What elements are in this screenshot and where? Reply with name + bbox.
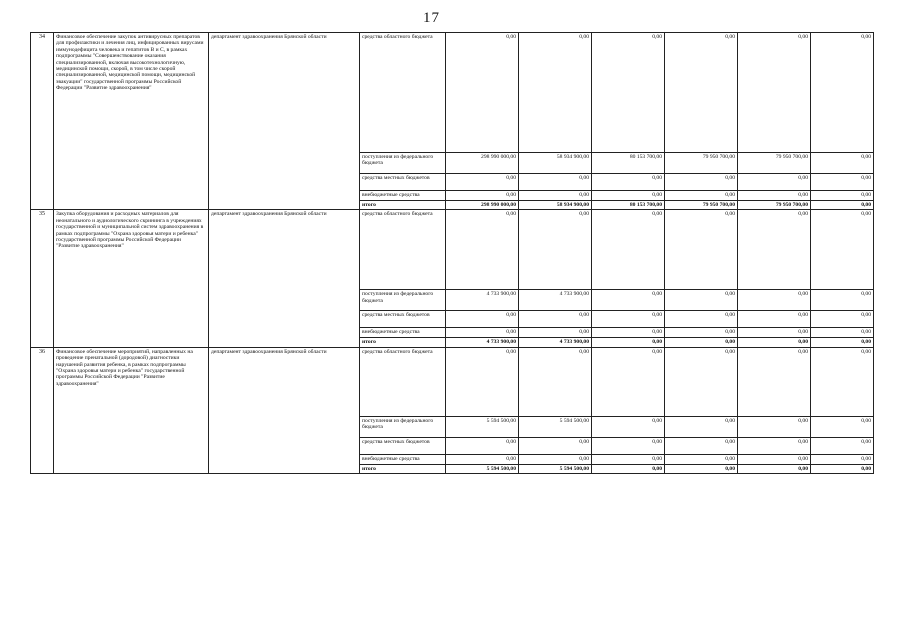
funding-source: внебюджетные средства [360,454,446,464]
amount-cell: 0,00 [446,454,519,464]
amount-cell: 79 950 700,00 [738,153,811,174]
amount-cell: 0,00 [592,464,665,473]
funding-source: средства местных бюджетов [360,174,446,191]
amount-cell: 0,00 [811,416,874,437]
funding-source: поступления из федерального бюджета [360,416,446,437]
amount-cell: 4 733 900,00 [519,338,592,347]
amount-cell: 0,00 [811,174,874,191]
amount-cell: 0,00 [665,454,738,464]
measure-description: Закупка оборудования и расходных материалов для неонатального и аудиологического скрининга в учреждениях государственной и муниципальной систем здравоохранения в рамках подпрограммы "Охрана здоровья матери и ребенка" государственной программы Российской Федерации "Развитие здравоохранения" [54,210,209,347]
funding-source: внебюджетные средства [360,328,446,338]
funding-source: итого [360,201,446,210]
amount-cell: 0,00 [592,191,665,201]
amount-cell: 0,00 [665,416,738,437]
amount-cell: 5 594 500,00 [519,464,592,473]
amount-cell: 0,00 [665,347,738,416]
amount-cell: 79 950 700,00 [665,153,738,174]
amount-cell: 4 733 900,00 [446,338,519,347]
amount-cell: 0,00 [811,191,874,201]
amount-cell: 0,00 [519,33,592,153]
table-row [31,210,874,290]
amount-cell: 0,00 [738,454,811,464]
amount-cell: 0,00 [665,328,738,338]
amount-cell: 0,00 [519,454,592,464]
amount-cell: 0,00 [446,311,519,328]
amount-cell: 58 934 900,00 [519,153,592,174]
funding-source: поступления из федерального бюджета [360,153,446,174]
amount-cell: 0,00 [811,338,874,347]
amount-cell: 4 733 900,00 [446,290,519,311]
page-number: 17 [423,10,440,26]
funding-source: итого [360,338,446,347]
funding-source: итого [360,464,446,473]
amount-cell: 0,00 [738,328,811,338]
amount-cell: 298 990 000,00 [446,201,519,210]
row-number: 34 [31,33,54,210]
amount-cell: 0,00 [811,33,874,153]
amount-cell: 79 950 700,00 [738,201,811,210]
amount-cell: 0,00 [665,311,738,328]
executor: департамент здравоохранения Брянской области [209,33,360,210]
amount-cell: 0,00 [592,328,665,338]
amount-cell: 0,00 [738,338,811,347]
amount-cell: 0,00 [738,191,811,201]
amount-cell: 0,00 [738,347,811,416]
amount-cell: 298 990 000,00 [446,153,519,174]
amount-cell: 0,00 [446,191,519,201]
amount-cell: 0,00 [738,210,811,290]
amount-cell: 58 934 900,00 [519,201,592,210]
amount-cell: 0,00 [592,210,665,290]
amount-cell: 0,00 [811,328,874,338]
amount-cell: 0,00 [592,290,665,311]
amount-cell: 0,00 [519,191,592,201]
amount-cell: 0,00 [446,347,519,416]
measure-description: Финансовое обеспечение закупок антивирусных препаратов для профилактики и лечения лиц, инфицированных вирусами иммунодефицита человека и гепатитов В и С, в рамках подпрограммы "Совершенствование оказания специализированной, включая высокотехнологичную, медицинской помощи, скорой, в том числе скорой специализированной, медицинской помощи, медицинской эвакуации" государственной программы Российской Федерации "Развитие здравоохранения" [54,33,209,210]
table-row [31,33,874,153]
funding-source: средства областного бюджета [360,347,446,416]
amount-cell: 4 733 900,00 [519,290,592,311]
funding-source: внебюджетные средства [360,191,446,201]
amount-cell: 0,00 [592,33,665,153]
amount-cell: 5 594 500,00 [446,416,519,437]
funding-source: средства областного бюджета [360,33,446,153]
amount-cell: 0,00 [665,437,738,454]
amount-cell: 0,00 [811,437,874,454]
measure-description: Финансовое обеспечение мероприятий, направленных на проведение пренатальной (дородовой) диагностики нарушений развития ребенка, в рамках подпрограммы "Охрана здоровья матери и ребенка" государственной программы Российской Федерации "Развитие здравоохранения" [54,347,209,473]
amount-cell: 0,00 [446,33,519,153]
amount-cell: 0,00 [446,174,519,191]
amount-cell: 5 594 500,00 [519,416,592,437]
amount-cell: 0,00 [665,191,738,201]
amount-cell: 0,00 [811,347,874,416]
amount-cell: 0,00 [519,328,592,338]
amount-cell: 0,00 [665,174,738,191]
amount-cell: 0,00 [738,464,811,473]
amount-cell: 0,00 [811,153,874,174]
funding-source: средства областного бюджета [360,210,446,290]
amount-cell: 0,00 [519,347,592,416]
funding-source: поступления из федерального бюджета [360,290,446,311]
amount-cell: 0,00 [738,174,811,191]
amount-cell: 80 153 700,00 [592,153,665,174]
amount-cell: 0,00 [811,454,874,464]
amount-cell: 0,00 [665,464,738,473]
amount-cell: 0,00 [738,290,811,311]
executor: департамент здравоохранения Брянской области [209,210,360,347]
amount-cell: 5 594 500,00 [446,464,519,473]
amount-cell: 0,00 [592,347,665,416]
amount-cell: 0,00 [811,210,874,290]
amount-cell: 0,00 [738,33,811,153]
amount-cell: 0,00 [738,437,811,454]
amount-cell: 0,00 [738,416,811,437]
amount-cell: 0,00 [592,311,665,328]
amount-cell: 0,00 [519,311,592,328]
amount-cell: 0,00 [446,437,519,454]
amount-cell: 0,00 [738,311,811,328]
amount-cell: 0,00 [665,338,738,347]
amount-cell: 0,00 [592,174,665,191]
amount-cell: 80 153 700,00 [592,201,665,210]
amount-cell: 0,00 [519,437,592,454]
amount-cell: 0,00 [446,210,519,290]
executor: департамент здравоохранения Брянской области [209,347,360,473]
amount-cell: 0,00 [592,338,665,347]
amount-cell: 0,00 [446,328,519,338]
amount-cell: 0,00 [665,290,738,311]
amount-cell: 0,00 [811,464,874,473]
table-row [31,347,874,416]
amount-cell: 0,00 [811,290,874,311]
amount-cell: 0,00 [519,174,592,191]
amount-cell: 0,00 [811,311,874,328]
row-number: 36 [31,347,54,473]
amount-cell: 79 950 700,00 [665,201,738,210]
amount-cell: 0,00 [811,201,874,210]
amount-cell: 0,00 [519,210,592,290]
amount-cell: 0,00 [665,210,738,290]
funding-source: средства местных бюджетов [360,311,446,328]
row-number: 35 [31,210,54,347]
funding-source: средства местных бюджетов [360,437,446,454]
budget-table [30,32,874,474]
amount-cell: 0,00 [592,437,665,454]
amount-cell: 0,00 [592,416,665,437]
amount-cell: 0,00 [665,33,738,153]
amount-cell: 0,00 [592,454,665,464]
